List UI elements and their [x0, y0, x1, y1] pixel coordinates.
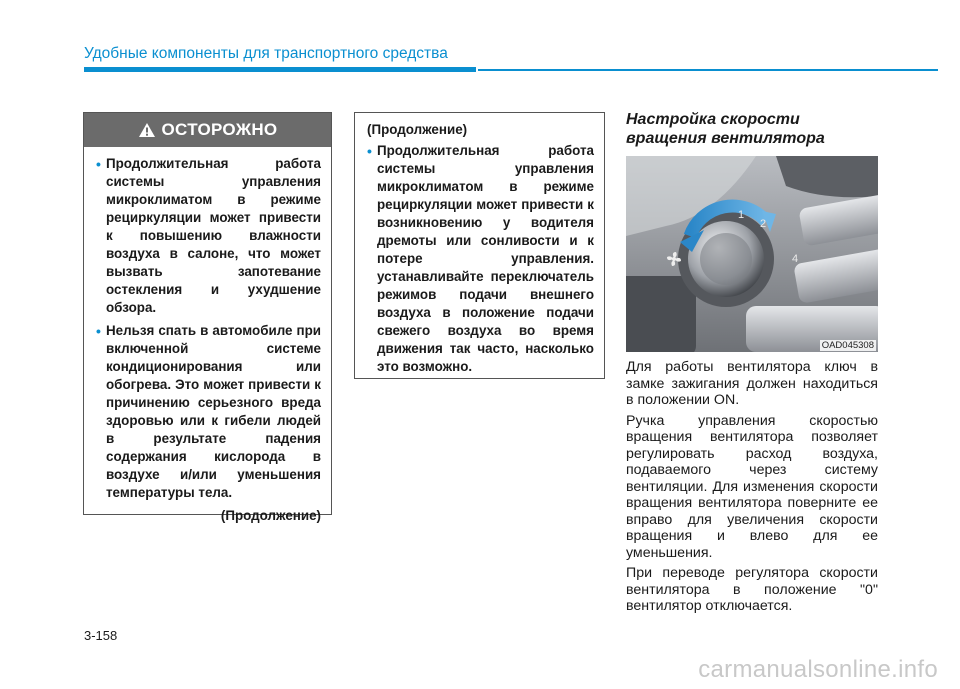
warning-box — [83, 112, 332, 523]
continuation-bullet — [367, 142, 594, 376]
warning-bullet-text: Нельзя спать в автомобиле при включенной системе кондиционирования или обогрева. Это может привести к причинению серьезного вреда здоровью или к гибели людей в результате падения содержания кислорода в воздухе и/или уменьшения температуры тела. — [106, 323, 321, 500]
warning-heading — [84, 113, 331, 147]
warning-continued-label: (Продолжение) — [220, 508, 321, 523]
section-title: Настройка скорости вращения вентилятора — [626, 111, 825, 147]
warning-heading-text: ОСТОРОЖНО — [161, 120, 278, 139]
warning-bullet — [96, 322, 321, 502]
continuation-box — [354, 112, 605, 379]
bullet-dot: • — [96, 323, 101, 339]
dial-mark: 2 — [760, 218, 767, 230]
bullet-dot: • — [96, 156, 101, 172]
continuation-label: (Продолжение) — [367, 122, 468, 137]
header-title: Удобные компоненты для транспортного средства — [84, 45, 448, 62]
paragraph: При переводе регулятора скорости вентилятора в положение "0" вентилятор отключается. — [626, 565, 878, 614]
fan-speed-knob-photo — [626, 156, 878, 352]
page-number: 3-158 — [84, 628, 118, 643]
paragraph: Ручка управления скоростью вращения вентилятора позволяет регулировать расход воздуха, подаваемого через систему вентиляции. Для изменения скорости вращения вентилятора поверните ее вправо для увеличения скорости вращения и влево для ее уменьшения. — [626, 412, 878, 561]
warning-triangle-icon — [138, 122, 156, 138]
section-body — [626, 359, 878, 619]
header-accent-bar — [84, 67, 476, 72]
warning-bullet — [96, 155, 321, 317]
dial-mark: 4 — [792, 253, 799, 265]
dial-mark: 1 — [738, 209, 745, 221]
continuation-body — [355, 121, 604, 381]
image-code: OAD045308 — [821, 340, 874, 351]
header-rule — [478, 69, 938, 71]
paragraph: Для работы вентилятора ключ в замке зажигания должен находиться в положении ON. — [626, 359, 878, 408]
warning-bullet-text: Продолжительная работа системы управления микроклиматом в режиме рециркуляции может привести к повышению влажности воздуха в салоне, что может вызвать запотевание остекления и ухудшение обзора. — [106, 156, 321, 315]
continuation-bullet-text: Продолжительная работа системы управления микроклиматом в режиме рециркуляции может привести к возникновению у водителя дремоты или сонливости и к потере управления. устанавливайте переключатель режимов подачи внешнего воздуха в положение подачи свежего воздуха во время движения так часто, насколько это возможно. — [377, 143, 594, 374]
warning-body — [84, 155, 331, 525]
watermark: carmanualsonline.info — [698, 656, 938, 683]
bullet-dot: • — [367, 143, 372, 159]
fan-speed-knob-illustration — [626, 156, 878, 352]
